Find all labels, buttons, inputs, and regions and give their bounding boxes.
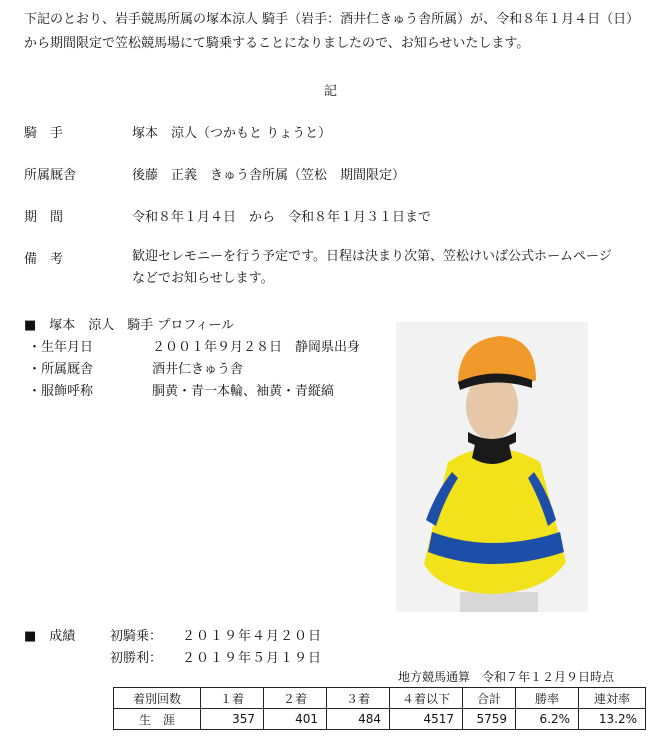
- profile-label-stable: ・所属厩舎: [28, 362, 94, 377]
- intro-paragraph: 下記のとおり、岩手競馬所属の塚本涼人 騎手（岩手：酒井仁きゅう舎所属）が、令和８年１月４日（日）から期間限定で笠松競馬場にて騎乗することになりましたので、お知らせいたします。: [24, 12, 633, 51]
- table-row: [114, 709, 646, 730]
- table-header-cell: １着: [201, 688, 264, 709]
- table-cell: 484: [327, 709, 390, 730]
- table-header-cell: ４着以下: [390, 688, 463, 709]
- profile-label-birth: ・生年月日: [28, 340, 94, 355]
- jockey-photo: [396, 322, 588, 612]
- profile-value-silks: 胴黄・青一本輪、袖黄・青縦縞: [152, 384, 335, 399]
- value-stable: 後藤 正義 きゅう舎所属（笠松 期間限定）: [132, 168, 406, 183]
- table-cell: 5759: [463, 709, 516, 730]
- table-header-cell: 合計: [463, 688, 516, 709]
- ki-heading: 記: [324, 84, 338, 99]
- table-cell: 357: [201, 709, 264, 730]
- first-win-date: ２０１９年５月１９日: [182, 651, 323, 666]
- table-cell: 6.2%: [516, 709, 579, 730]
- profile-value-stable: 酒井仁きゅう舎: [152, 362, 244, 377]
- jockey-illustration: [396, 322, 588, 612]
- table-cell: 401: [264, 709, 327, 730]
- table-header-cell: 勝率: [516, 688, 579, 709]
- profile-value-birth: ２００１年９月２８日 静岡県出身: [152, 340, 361, 355]
- label-stable: 所属厩舎: [24, 168, 77, 183]
- table-header-cell: 連対率: [579, 688, 646, 709]
- first-win-label: 初勝利：: [110, 651, 163, 666]
- first-ride-label: 初騎乗：: [110, 629, 163, 644]
- profile-title: ■ 塚本 涼人 騎手 プロフィール: [24, 318, 235, 333]
- table-header-cell: ３着: [327, 688, 390, 709]
- table-header-cell: ２着: [264, 688, 327, 709]
- record-title: ■ 成績: [24, 629, 76, 644]
- label-notes: 備 考: [24, 252, 64, 267]
- first-ride-date: ２０１９年４月２０日: [182, 629, 323, 644]
- record-as-of: 地方競馬通算 令和７年１２月９日時点: [398, 670, 615, 684]
- label-period: 期 間: [24, 210, 64, 225]
- label-jockey: 騎 手: [24, 126, 64, 141]
- profile-label-silks: ・服飾呼称: [28, 384, 94, 399]
- value-jockey: 塚本 涼人（つかもと りょうと）: [132, 126, 332, 141]
- table-cell: 4517: [390, 709, 463, 730]
- record-table: [113, 687, 646, 730]
- value-period: 令和８年１月４日 から 令和８年１月３１日まで: [132, 210, 432, 225]
- table-cell: 13.2%: [579, 709, 646, 730]
- table-header-cell: 着別回数: [114, 688, 201, 709]
- table-header-row: [114, 688, 646, 709]
- value-notes: 歓迎セレモニーを行う予定です。日程は決まり次第、笠松けいば公式ホームページなどでお知らせします。: [132, 249, 612, 286]
- table-cell: 生 涯: [114, 709, 201, 730]
